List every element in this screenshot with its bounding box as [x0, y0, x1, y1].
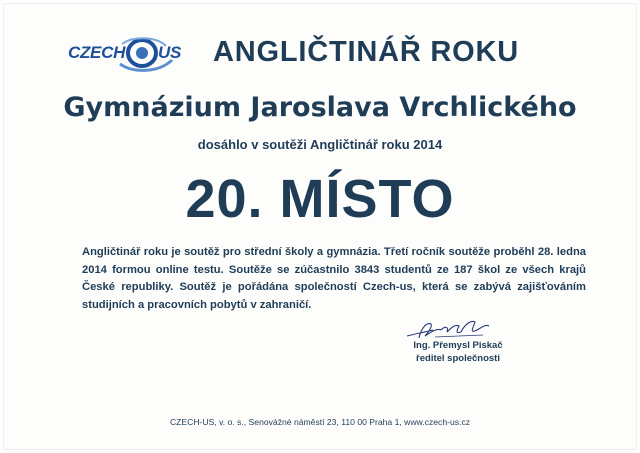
czech-us-logo: [60, 34, 200, 80]
achieved-line: dosáhlo v soutěži Angličtinář roku 2014: [197, 137, 443, 152]
description-paragraph: Angličtinář roku je soutěž pro střední školy a gymnázia. Třetí ročník soutěže proběhl 28. ledna 2014 formou online testu. Soutěže se zúčastnilo 3843 studentů ze 187 škol ze všech krajů České republiky. Soutěž je pořádána společností Czech-us, která se zabývá zajišťováním studijních a pracovních pobytů v zahraničí.: [82, 246, 586, 311]
signer-name: Ing. Přemysl Piskač: [413, 340, 503, 351]
footer-address: CZECH-US, v. o. s., Senovážné náměstí 23, 110 00 Praha 1, www.czech-us.cz: [169, 417, 471, 427]
competition-title: ANGLIČTINÁŘ ROKU: [213, 36, 519, 68]
logo-text-czech: CZECH: [68, 43, 126, 62]
placement: 20. MÍSTO: [185, 169, 455, 229]
signer-role: ředitel společnosti: [416, 353, 500, 364]
logo-text-us: US: [158, 43, 182, 62]
school-name: Gymnázium Jaroslava Vrchlického: [63, 92, 577, 123]
